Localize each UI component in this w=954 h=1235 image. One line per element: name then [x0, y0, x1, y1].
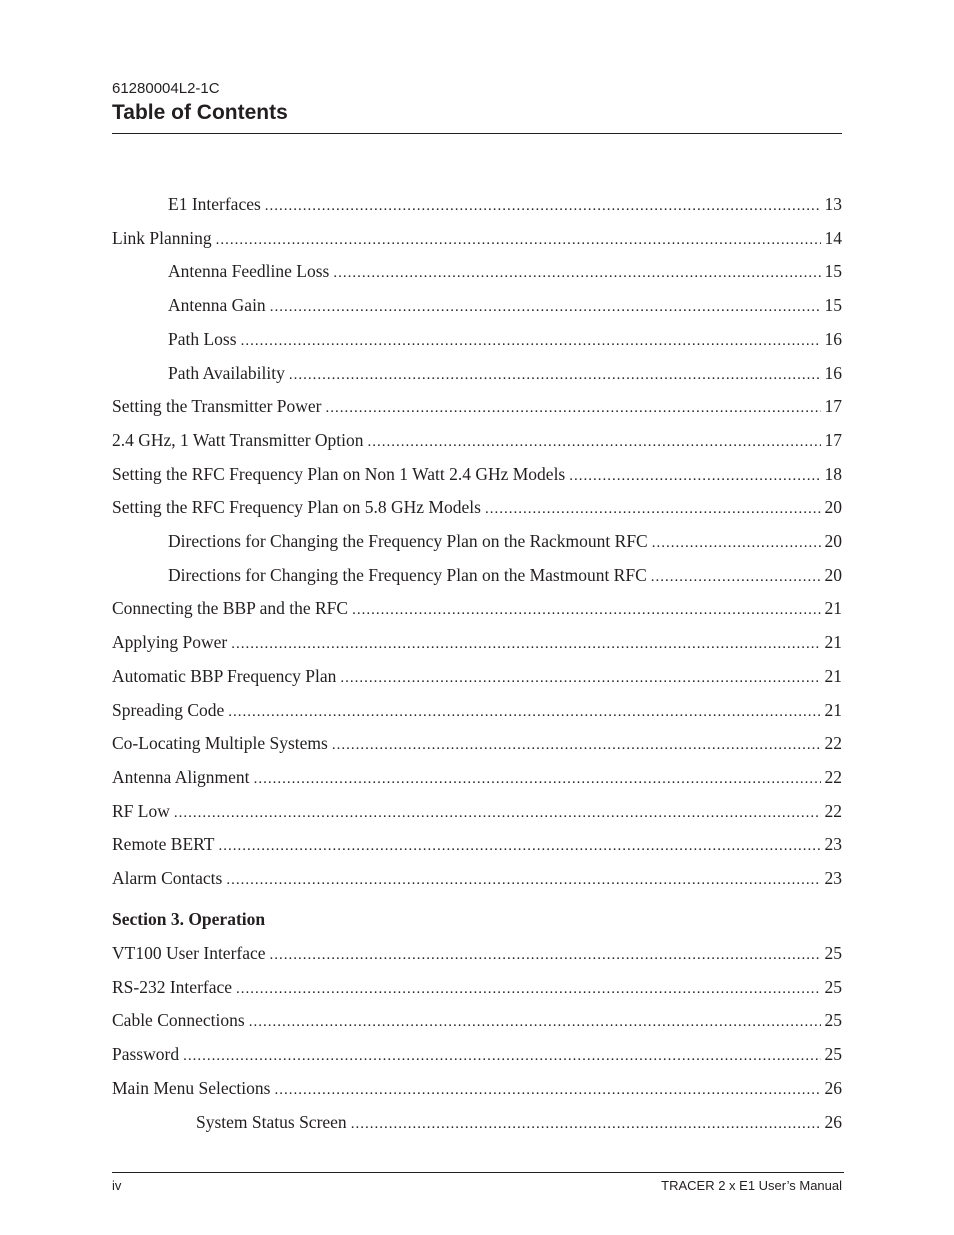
toc-entry-page: 18 [824, 463, 842, 484]
toc-leader-dots [183, 1048, 820, 1065]
toc-entry[interactable] [112, 1044, 842, 1066]
toc-entry-label: Path Loss [168, 328, 237, 349]
toc-entry[interactable] [112, 632, 842, 654]
toc-leader-dots [274, 1082, 820, 1099]
toc-entry-page: 26 [824, 1077, 842, 1098]
toc-entry-page: 26 [824, 1111, 842, 1132]
toc-leader-dots [174, 805, 821, 822]
toc-leader-dots [651, 569, 821, 586]
toc-entry[interactable] [112, 834, 842, 856]
toc-entry-label: Connecting the BBP and the RFC [112, 598, 349, 619]
toc-entry-label: RF Low [112, 800, 170, 821]
toc-entry[interactable] [112, 767, 842, 789]
toc-leader-dots [569, 468, 820, 485]
toc-entry[interactable] [112, 868, 842, 890]
toc-entry-page: 25 [824, 1010, 842, 1031]
toc-entry-page: 16 [824, 328, 842, 349]
toc-entry-page: 25 [824, 1044, 842, 1065]
toc-entry-label: Automatic BBP Frequency Plan [112, 665, 337, 686]
toc-entry-label: Antenna Alignment [112, 766, 250, 787]
toc-entry-page: 21 [824, 598, 842, 619]
toc-entry[interactable] [112, 943, 842, 965]
toc-entry[interactable] [112, 228, 842, 250]
toc-entry-page: 15 [824, 261, 842, 282]
toc-entry-label: 2.4 GHz, 1 Watt Transmitter Option [112, 429, 364, 450]
toc-leader-dots [241, 333, 821, 350]
toc-entry-label: Setting the RFC Frequency Plan on 5.8 GHz Models [112, 497, 481, 518]
toc-entry-page: 13 [824, 194, 842, 214]
toc-leader-dots [249, 1014, 821, 1031]
document-id: 61280004L2-1C [112, 80, 220, 97]
toc-entry-label: E1 Interfaces [168, 194, 261, 214]
toc-entry-label: Link Planning [112, 227, 212, 248]
toc-entry[interactable] [112, 261, 842, 283]
toc-entry-page: 21 [824, 632, 842, 653]
toc-leader-dots [351, 1116, 821, 1133]
toc-entry-page: 25 [824, 976, 842, 997]
toc-entry-label: Alarm Contacts [112, 868, 223, 888]
toc-entry[interactable] [112, 977, 842, 999]
toc-entry-page: 20 [824, 531, 842, 551]
toc-entry-label: VT100 User Interface [112, 943, 266, 963]
toc-leader-dots [231, 636, 820, 653]
toc-entry-page: 14 [824, 227, 842, 248]
toc-entry-label: Path Availability [168, 362, 285, 383]
toc-entry-label: Main Menu Selections [112, 1077, 271, 1098]
toc-entry[interactable] [112, 666, 842, 688]
toc-entry[interactable] [112, 329, 842, 351]
toc-leader-dots [265, 198, 821, 215]
toc-entry-label: Co-Locating Multiple Systems [112, 733, 328, 754]
toc-leader-dots [652, 535, 821, 552]
toc-entry-page: 20 [824, 564, 842, 585]
toc-entry[interactable] [112, 598, 842, 620]
toc-entry[interactable] [112, 700, 842, 722]
toc-entry-page: 25 [824, 943, 842, 963]
toc-leader-dots [216, 232, 821, 249]
toc-entry[interactable] [112, 194, 842, 216]
toc-entry[interactable] [112, 497, 842, 519]
toc-entry-page: 21 [824, 699, 842, 720]
toc-entry[interactable] [112, 1010, 842, 1032]
toc-leader-dots [332, 737, 821, 754]
toc-entry-label: Directions for Changing the Frequency Plan on the Mastmount RFC [168, 564, 647, 585]
toc-leader-dots [333, 265, 820, 282]
toc-entry[interactable] [112, 430, 842, 452]
toc-entry[interactable] [112, 1078, 842, 1100]
page-title: Table of Contents [112, 101, 288, 124]
toc-entry-page: 17 [824, 396, 842, 417]
toc-leader-dots [352, 602, 820, 619]
footer-page-number: iv [112, 1178, 122, 1193]
toc-entry-page: 17 [824, 429, 842, 450]
toc-leader-dots [289, 367, 821, 384]
toc-entry-label: Cable Connections [112, 1010, 245, 1031]
toc-entry[interactable] [112, 396, 842, 418]
toc-entry-page: 20 [824, 497, 842, 518]
toc-entry-page: 22 [824, 733, 842, 754]
toc-entry[interactable] [112, 565, 842, 587]
toc-leader-dots [218, 838, 820, 855]
toc-entry-label: Remote BERT [112, 834, 215, 855]
toc-entry-page: 23 [824, 834, 842, 855]
toc-entry[interactable] [112, 531, 842, 553]
toc-entry-label: Applying Power [112, 632, 228, 653]
toc-leader-dots [226, 872, 820, 889]
toc-leader-dots [485, 501, 821, 518]
toc-entry-page: 23 [824, 868, 842, 888]
toc-entry-page: 16 [824, 362, 842, 383]
toc-entry[interactable] [112, 1112, 842, 1134]
toc-leader-dots [368, 434, 821, 451]
toc-entry[interactable] [112, 363, 842, 385]
toc-leader-dots [254, 771, 821, 788]
toc-entry[interactable] [112, 464, 842, 486]
toc-leader-dots [228, 704, 820, 721]
toc-leader-dots [270, 299, 821, 316]
toc-entry-label: System Status Screen [196, 1111, 347, 1132]
toc-entry-page: 22 [824, 766, 842, 787]
toc-entry-label: Antenna Gain [168, 295, 266, 316]
toc-leader-dots [340, 670, 820, 687]
toc-entry[interactable] [112, 733, 842, 755]
toc-entry-page: 21 [824, 665, 842, 686]
toc-leader-dots [326, 400, 821, 417]
toc-entry-page: 15 [824, 295, 842, 316]
toc-entry-page: 22 [824, 800, 842, 821]
toc-entry[interactable] [112, 801, 842, 823]
toc-entry-label: Password [112, 1044, 180, 1065]
toc-entry-label: Antenna Feedline Loss [168, 261, 330, 282]
toc-entry-label: RS-232 Interface [112, 976, 233, 997]
footer-manual-title: TRACER 2 x E1 User’s Manual [661, 1178, 842, 1193]
toc-entry-label: Setting the Transmitter Power [112, 396, 322, 417]
toc-entry-label: Spreading Code [112, 699, 225, 720]
section-heading: Section 3. Operation [112, 909, 266, 929]
toc-entry-label: Setting the RFC Frequency Plan on Non 1 Watt 2.4 GHz Models [112, 463, 566, 484]
toc-entry[interactable] [112, 295, 842, 317]
footer-rule [112, 1172, 844, 1173]
toc-leader-dots [236, 981, 820, 998]
toc-entry-label: Directions for Changing the Frequency Plan on the Rackmount RFC [168, 531, 648, 551]
header-rule [112, 133, 842, 134]
toc-leader-dots [270, 947, 821, 964]
